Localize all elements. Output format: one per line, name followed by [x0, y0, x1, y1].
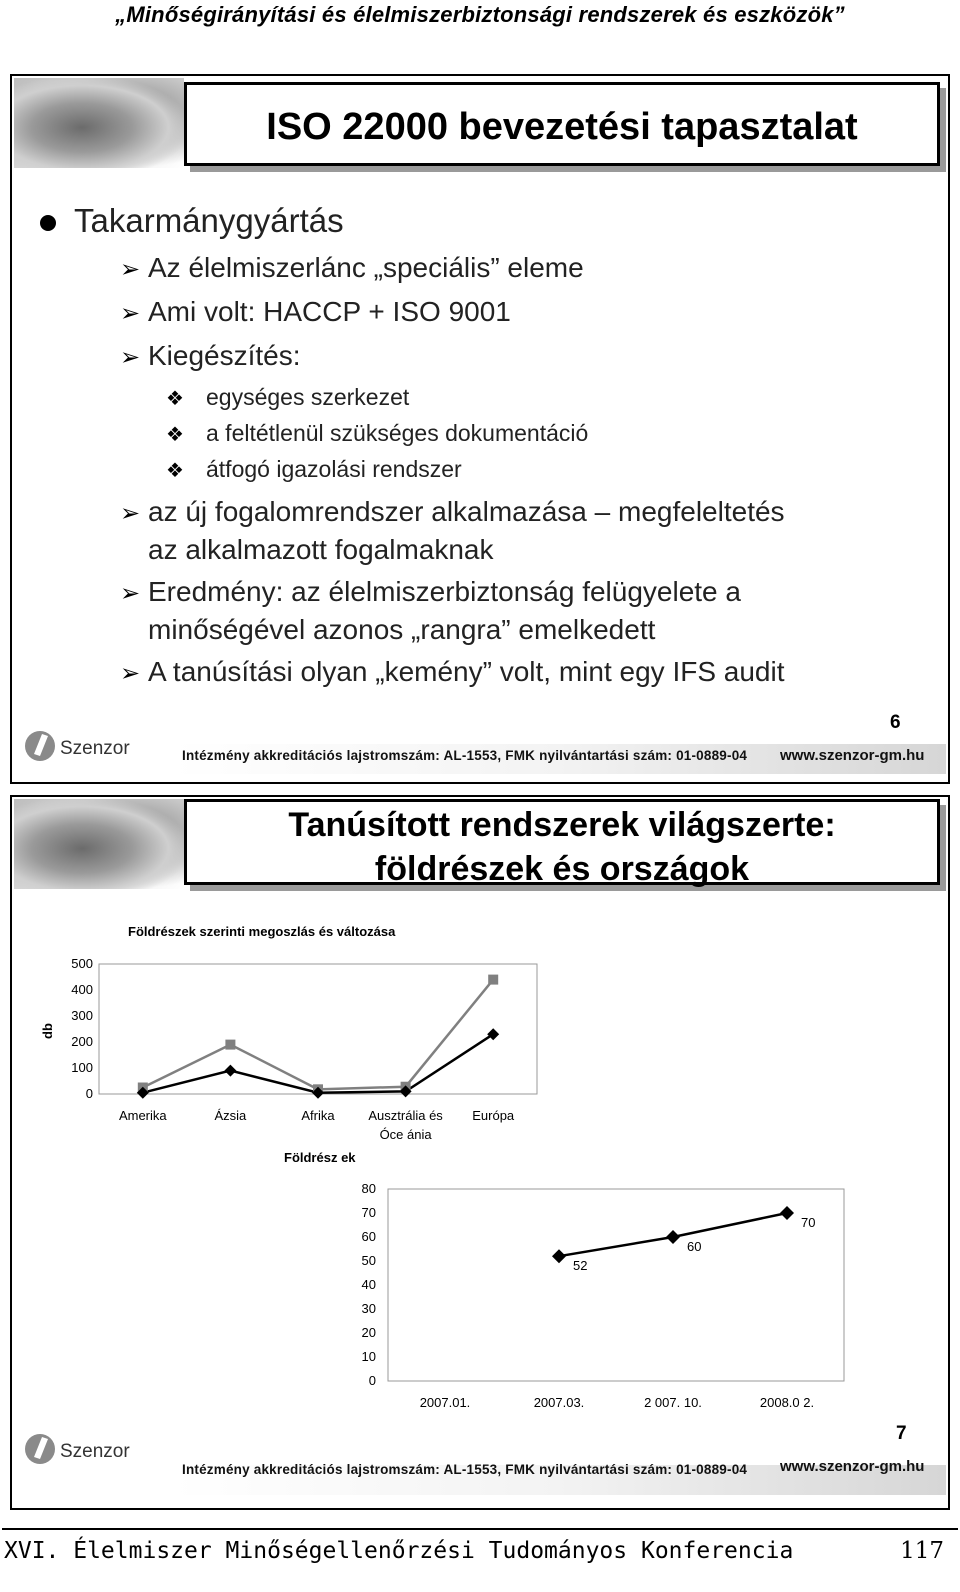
x-tick-label: Afrika: [301, 1108, 335, 1123]
list-item-continuation: az alkalmazott fogalmaknak: [148, 534, 494, 565]
list-item: [166, 420, 588, 447]
arrow-bullet-icon: ➢: [120, 500, 141, 527]
diamond-bullet-icon: ❖: [166, 388, 184, 410]
data-point-diamond: [224, 1065, 236, 1077]
x-tick-label: 2 007. 10.: [644, 1395, 702, 1410]
y-tick-label: 0: [85, 1086, 93, 1101]
slide-2-title-line1: Tanúsított rendszerek világszerte:: [288, 806, 836, 844]
diamond-bullet-icon: ❖: [166, 460, 184, 482]
continent-chart-ylabel: db: [40, 1023, 55, 1039]
continent-chart-xlabel: Földrész ek: [284, 1150, 356, 1165]
list-item: [166, 384, 409, 411]
y-tick-label: 500: [71, 956, 93, 971]
list-item-text: az új fogalomrendszer alkalmazása – megfeleltetés: [148, 496, 785, 527]
data-point-square: [488, 975, 498, 985]
y-tick-label: 200: [71, 1034, 93, 1049]
page-footer: [2, 1528, 958, 1580]
list-item: [120, 576, 741, 608]
list-item: [120, 296, 511, 328]
y-tick-label: 100: [71, 1060, 93, 1075]
bullet-main-text: Takarmánygyártás: [74, 202, 344, 239]
continent-plot-area: [99, 964, 537, 1094]
list-item: [120, 656, 785, 688]
series-line: [143, 980, 493, 1090]
page-number: 117: [900, 1538, 944, 1564]
diamond-bullet-icon: ❖: [166, 424, 184, 446]
data-label: 52: [573, 1258, 588, 1274]
accreditation-text: Intézmény akkreditációs lajstromszám: AL-1553, FMK nyilvántartási szám: 01-0889-04: [182, 1462, 748, 1477]
arrow-bullet-icon: ➢: [120, 256, 141, 283]
y-tick-label: 20: [361, 1325, 376, 1340]
website-link[interactable]: www.szenzor-gm.hu: [780, 747, 925, 764]
hands-photo: [14, 799, 184, 889]
y-tick-label: 60: [361, 1229, 376, 1244]
trend-chart: [332, 1177, 872, 1422]
slide-page-number: 7: [896, 1423, 907, 1444]
szenzor-logo: [20, 724, 150, 770]
y-tick-label: 10: [361, 1349, 376, 1364]
list-item-text: Eredmény: az élelmiszerbiztonság felügyelete a: [148, 576, 741, 607]
list-item-continuation: minőségével azonos „rangra” emelkedett: [148, 614, 656, 645]
slide-1-title-box: [184, 82, 940, 166]
arrow-bullet-icon: ➢: [120, 660, 141, 687]
arrow-bullet-icon: ➢: [120, 580, 141, 607]
list-item-text: Az élelmiszerlánc „speciális” eleme: [148, 252, 584, 283]
list-item-text: egységes szerkezet: [206, 384, 410, 410]
website-link[interactable]: www.szenzor-gm.hu: [780, 1458, 925, 1475]
x-tick-label: 2008.0 2.: [759, 1395, 815, 1410]
y-tick-label: 400: [71, 982, 93, 997]
y-tick-label: 30: [361, 1301, 376, 1316]
slide-page-number: 6: [890, 712, 901, 733]
bullet-main: [40, 202, 344, 240]
conference-name: XVI. Élelmiszer Minőségellenőrzési Tudományos Konferencia: [4, 1538, 794, 1564]
trend-plot-area: [388, 1189, 844, 1381]
y-tick-label: 40: [361, 1277, 376, 1292]
list-item: [166, 456, 462, 483]
list-item: [120, 496, 785, 528]
slide-2: [10, 795, 950, 1510]
data-point-diamond: [666, 1230, 680, 1244]
list-item-text: átfogó igazolási rendszer: [206, 456, 462, 482]
logo-text: Szenzor: [60, 738, 130, 759]
list-item-text: A tanúsítási olyan „kemény” volt, mint egy IFS audit: [148, 656, 785, 687]
slide-2-title-line2: földrészek és országok: [374, 850, 750, 888]
x-tick-label: Európa: [472, 1108, 515, 1123]
slide-1-title: ISO 22000 bevezetési tapasztalat: [266, 106, 858, 148]
arrow-bullet-icon: ➢: [120, 344, 141, 371]
y-tick-label: 300: [71, 1008, 93, 1023]
data-point-diamond: [780, 1206, 794, 1220]
accreditation-text: Intézmény akkreditációs lajstromszám: AL-1553, FMK nyilvántartási szám: 01-0889-04: [182, 748, 748, 763]
list-item: [120, 252, 584, 284]
szenzor-logo: [20, 1427, 150, 1473]
arrow-bullet-icon: ➢: [120, 300, 141, 327]
x-tick-label: Ausztrália és: [368, 1108, 443, 1123]
y-tick-label: 0: [368, 1373, 376, 1388]
x-tick-label: 2007.01.: [419, 1395, 471, 1410]
x-tick-label: Ázsia: [214, 1108, 247, 1123]
bullet-dot-icon: [40, 215, 56, 231]
y-tick-label: 70: [361, 1205, 376, 1220]
list-item-text: a feltétlenül szükséges dokumentáció: [206, 420, 589, 446]
hands-photo: [14, 78, 184, 168]
running-header: „Minőségirányítási és élelmiszerbiztonsági rendszerek és eszközök”: [115, 2, 845, 27]
data-label: 70: [801, 1215, 816, 1230]
x-tick-label: Amerika: [118, 1108, 167, 1123]
x-tick-label: 2007.03.: [533, 1395, 585, 1410]
data-label: 60: [687, 1239, 702, 1254]
list-item-text: Ami volt: HACCP + ISO 9001: [148, 296, 511, 327]
continent-chart: [42, 912, 602, 1172]
y-tick-label: 50: [361, 1253, 376, 1268]
slide-2-title-box: [184, 799, 940, 888]
continent-chart-title: Földrészek szerinti megoszlás és változása: [128, 924, 396, 939]
logo-text: Szenzor: [60, 1441, 130, 1462]
data-point-square: [225, 1040, 235, 1050]
list-item-text: Kiegészítés:: [148, 340, 301, 371]
y-tick-label: 80: [361, 1181, 376, 1196]
data-point-diamond: [552, 1249, 566, 1263]
slide-1: [10, 74, 950, 784]
list-item: [120, 340, 301, 372]
x-tick-label: Óce ánia: [379, 1127, 432, 1142]
